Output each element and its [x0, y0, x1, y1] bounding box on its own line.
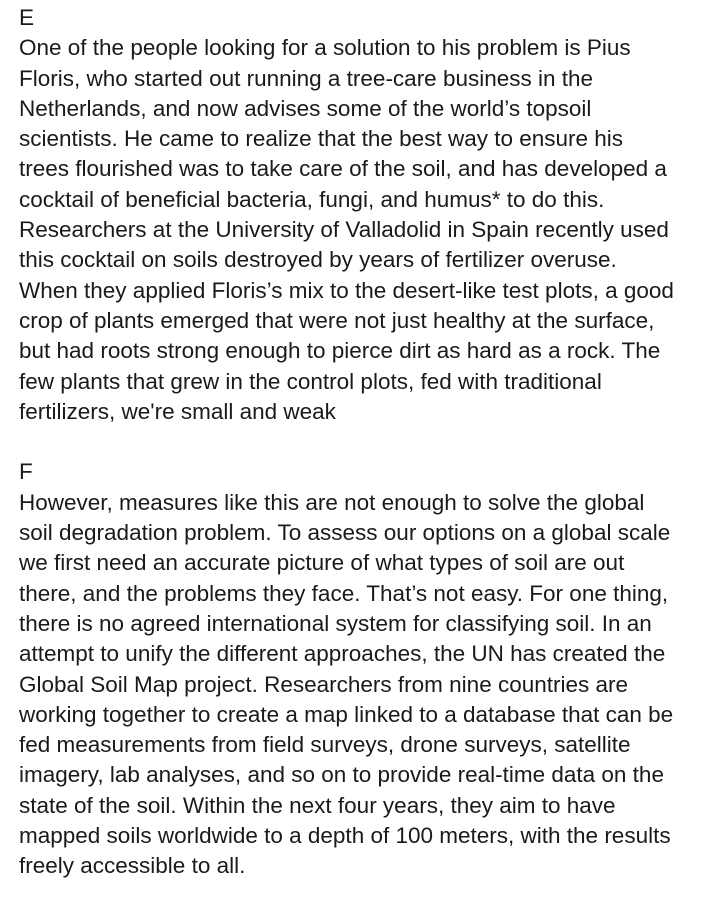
text-line: mapped soils worldwide to a depth of 100 meters, with the results	[19, 823, 671, 849]
text-line: cocktail of beneficial bacteria, fungi, and humus* to do this.	[19, 186, 605, 212]
text-line: freely accessible to all.	[19, 853, 246, 879]
text-line: imagery, lab analyses, and so on to provide real-time data on the	[19, 762, 664, 788]
document-page	[19, 3, 712, 882]
text-line: However, measures like this are not enough to solve the global	[19, 489, 645, 515]
text-line: soil degradation problem. To assess our options on a global scale	[19, 520, 671, 546]
text-line: fertilizers, we're small and weak	[19, 398, 336, 424]
text-line: trees flourished was to take care of the soil, and has developed a	[19, 156, 667, 182]
section-e	[19, 3, 712, 427]
text-line: there is no agreed international system for classifying soil. In an	[19, 610, 652, 636]
text-line: scientists. He came to realize that the best way to ensure his	[19, 126, 624, 152]
section-paragraph	[19, 488, 712, 882]
section-f	[19, 457, 712, 881]
section-letter: E	[19, 5, 35, 30]
text-line: Netherlands, and now advises some of the world’s topsoil	[19, 95, 592, 121]
paragraph-gap	[19, 427, 712, 457]
text-line: attempt to unify the different approaches, the UN has created the	[19, 641, 666, 667]
text-line: Floris, who started out running a tree-care business in the	[19, 65, 594, 91]
text-line: few plants that grew in the control plots, fed with traditional	[19, 368, 602, 394]
text-line: One of the people looking for a solution to his problem is Pius	[19, 35, 631, 61]
text-line: working together to create a map linked to a database that can be	[19, 701, 674, 727]
text-line: this cocktail on soils destroyed by years of fertilizer overuse.	[19, 247, 617, 273]
text-line: but had roots strong enough to pierce dirt as hard as a rock. The	[19, 338, 661, 364]
text-line: Researchers at the University of Valladolid in Spain recently used	[19, 217, 669, 243]
section-letter: F	[19, 459, 33, 485]
text-line: When they applied Floris’s mix to the desert-like test plots, a good	[19, 277, 674, 303]
text-line: Global Soil Map project. Researchers from nine countries are	[19, 671, 629, 697]
text-line: fed measurements from field surveys, drone surveys, satellite	[19, 732, 631, 758]
text-line: there, and the problems they face. That’s not easy. For one thing,	[19, 580, 669, 606]
section-paragraph	[19, 33, 712, 427]
text-line: state of the soil. Within the next four years, they aim to have	[19, 792, 616, 818]
text-line: we first need an accurate picture of what types of soil are out	[19, 550, 625, 576]
text-line: crop of plants emerged that were not just healthy at the surface,	[19, 307, 655, 333]
